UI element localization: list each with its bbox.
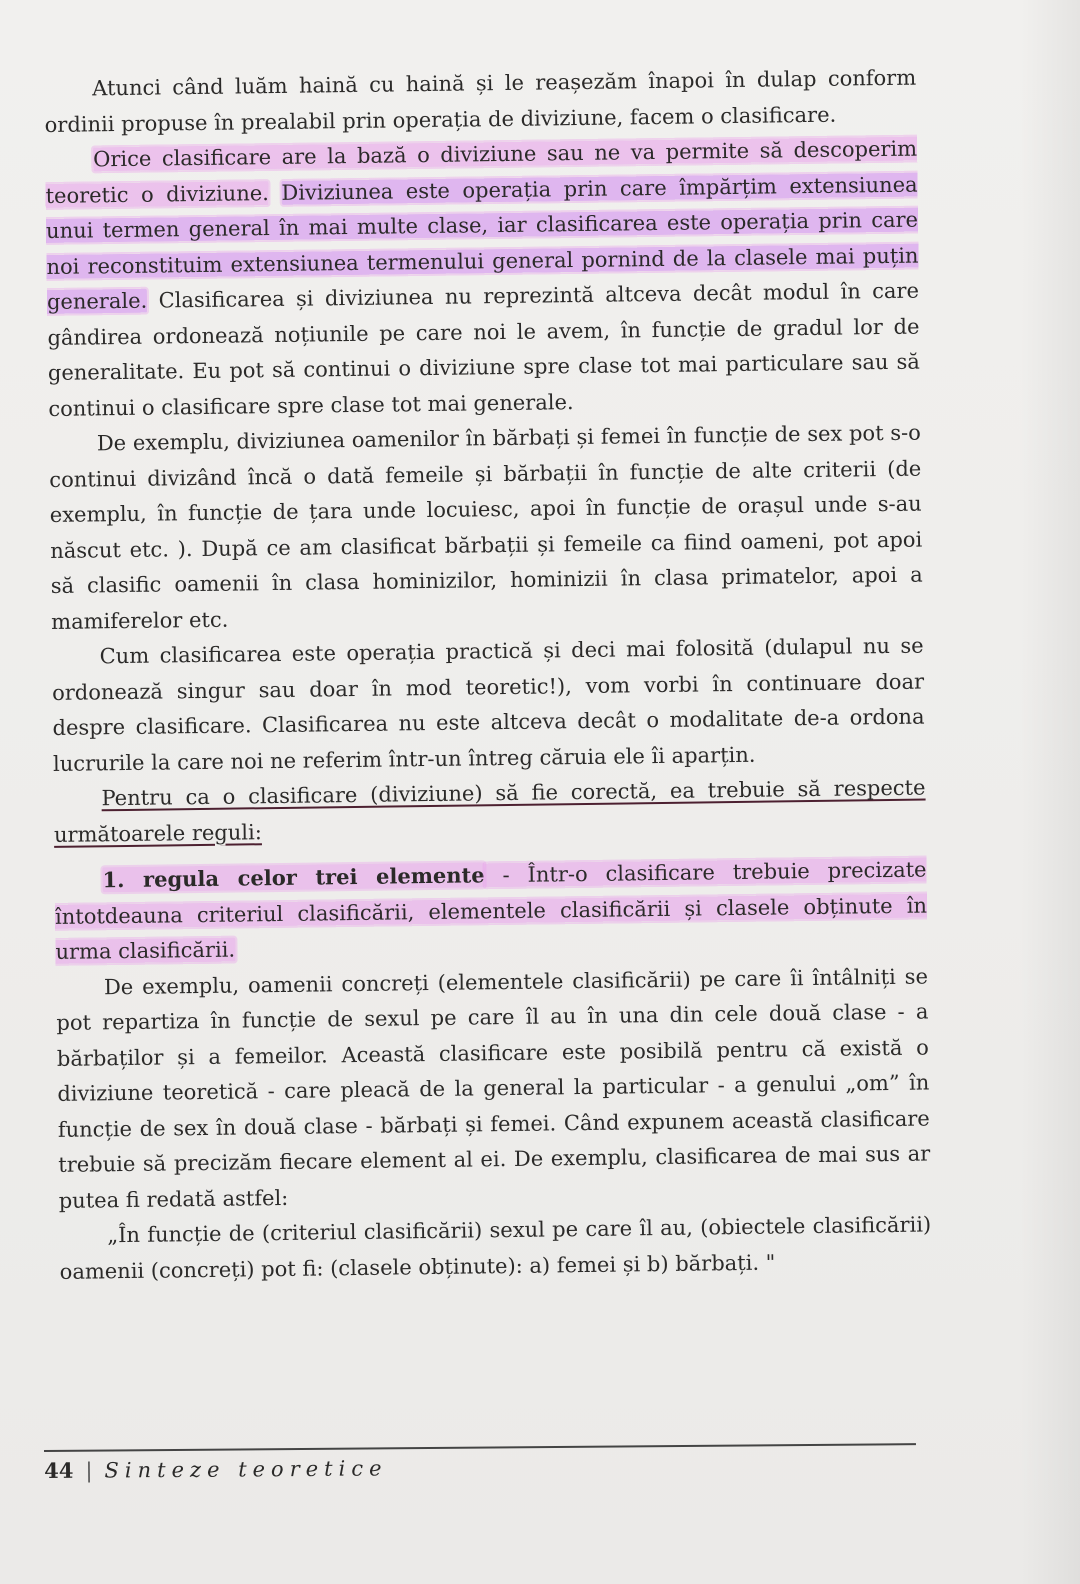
paragraph-3 bbox=[49, 416, 924, 640]
highlighted-sentence-a: Orice clasificare are la bază o diviziune sau ne va permite să descoperim teoretic o diviziune. bbox=[45, 136, 918, 208]
page-footer bbox=[44, 1443, 916, 1483]
page-number: 44 bbox=[44, 1457, 74, 1483]
paragraph-5 bbox=[53, 771, 926, 853]
footer-separator: | bbox=[85, 1458, 93, 1483]
paragraph-4-text: Cum clasificarea este operația practică și deci mai folosită (dulapul nu se ordonează singur sau doar în mod teoretic!), vom vorbi în continuare doar despre clasificare. Clasificarea nu este altceva decât o modalitate de-a ordona lucrurile la care noi ne referim într-un întreg căruia ele îi aparțin. bbox=[51, 633, 925, 776]
highlighted-sentence-b: Diviziunea este operația prin care împărțim extensiunea unui termen general în mai multe clase, iar clasificarea este operația prin care noi reconstituim extensiunea termenului general pornind de la clasele mai puțin generale. bbox=[45, 172, 919, 314]
rules-intro-underlined: Pentru ca o clasificare (diviziune) să fie corectă, ea trebuie să respecte următoarele reguli: bbox=[53, 775, 926, 847]
paragraph-1-text: Atunci când luăm haină cu haină și le reașezăm înapoi în dulap conform ordinii propuse în prealabil prin operația de diviziune, facem o clasificare. bbox=[44, 65, 917, 137]
paragraph-8-text: „În funcție de (criteriul clasificării) sexul pe care îl au, (obiectele clasificării) oamenii (concreți) pot fi: (clasele obținute): a) femei și b) bărbați. " bbox=[59, 1212, 932, 1284]
paragraph-8-quote bbox=[59, 1207, 932, 1289]
paragraph-6-rule bbox=[54, 852, 927, 971]
paragraph-7 bbox=[56, 959, 931, 1219]
running-title: Sinteze teoretice bbox=[104, 1456, 388, 1483]
paragraph-2 bbox=[45, 132, 921, 427]
paragraph-4 bbox=[51, 629, 925, 782]
paragraph-7-text: De exemplu, oamenii concreți (elementele clasificării) pe care îi întâlniți se pot repartiza în funcție de sexul pe care îl au în una din cele două clase - a bărbaților și a femeilor. Această clasificare este posibilă pentru că există o diviziune teoretică - care pleacă de la general la particular - a genului „om” în funcție de sex în două clase - bărbați și femei. Când expunem această clasificare trebuie să precizăm fiecare element al ei. De exemplu, clasificarea de mai sus ar putea fi redată astfel: bbox=[56, 964, 931, 1213]
paragraph-1 bbox=[44, 61, 917, 143]
footer-rule bbox=[44, 1443, 916, 1452]
page-shadow bbox=[1020, 0, 1080, 1584]
paragraph-2-rest: Clasificarea și diviziunea nu reprezintă altceva decât modul în care gândirea ordonează noțiunile pe care noi le avem, în funcție de gradul lor de generalitate. Eu pot să continui o diviziune spre clase tot mai particulare sau să continui o clasificare spre clase tot mai generale. bbox=[47, 278, 921, 421]
footer-row bbox=[44, 1451, 916, 1483]
paragraph-3-text: De exemplu, diviziunea oamenilor în bărbați și femei în funcție de sex pot s-o continui divizând încă o dată femeile și bărbații în funcție de alte criterii (de exemplu, în funcție de țara unde locuiesc, apoi în funcție de orașul unde s-au născut etc. ). După ce am clasificat bărbații și femeile ca fiind oameni, pot apoi să clasific oamenii în clasa hominizilor, hominizii în clasa primatelor, apoi a mamiferelor etc. bbox=[49, 420, 923, 634]
rule-text: - Într-o clasificare trebuie precizate întotdeauna criteriul clasificării, elementele clasificării și clasele obținute în urma clasificării. bbox=[54, 857, 928, 964]
rule-title: 1. regula celor trei elemente bbox=[102, 862, 485, 893]
page-body bbox=[44, 61, 932, 1290]
